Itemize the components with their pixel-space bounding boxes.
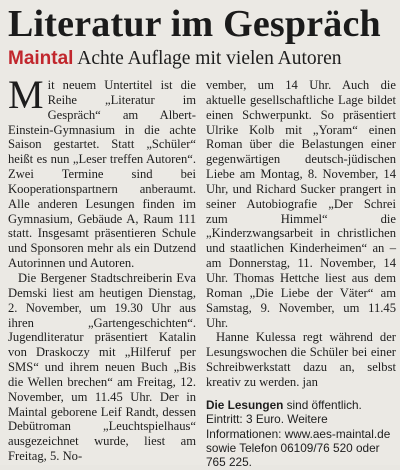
info-box: [206, 398, 396, 470]
paragraph-3: vember, um 14 Uhr. Auch die aktuelle gesellschaftliche Lage bildet einen Schwerpunkt. So präsentiert Ulrike Kolb mit „Yoram“ einen Roman über die Belastungen einer gegenwärtigen deutsch-jüdischen Liebe am Montag, 8. November, 14 Uhr, und Richard Sucker prangert in seiner Autobiografie „Der Schrei zum Himmel“ die „Kinderzwangsarbeit in christlichen und staatlichen Kinderheimen“ an – am Donnerstag, 11. November, 14 Uhr. Thomas Hettche liest aus dem Roman „Die Liebe der Väter“ am Samstag, 9. November, um 11.45 Uhr.: [206, 78, 396, 330]
paragraph-4: Hanne Kulessa regt während der Lesungswochen die Schüler bei einer Schreibwerkstatt dazu an, selbst kreativ zu werden. jan: [206, 330, 396, 389]
subtitle: Achte Auflage mit vielen Autoren: [77, 48, 342, 69]
info-text: sind öffentlich. Eintritt: 3 Euro. Weitere Informationen: www.aes-maintal.de sowie Telefon 06109/76 520 oder 765 225.: [206, 397, 391, 470]
paragraph-2: Die Bergener Stadtschreiberin Eva Demski liest am heutigen Dienstag, 2. November, um 19.30 Uhr aus ihren „Gartengeschichten“. Jugendliteratur präsentiert Katalin von Draskoczy mit „Hilferuf per SMS“ und ihrem neuen Buch „Bis die Wellen brechen“ am Freitag, 12. November, um 11.45 Uhr. Der in Maintal geborene Leif Randt, dessen Debütroman „Leuchtspielhaus“ ausgezeichnet wurde, liest am Freitag, 5. No-: [8, 270, 196, 464]
headline: Literatur im Gespräch: [8, 3, 381, 45]
paragraph-1: [8, 72, 196, 271]
subheadline: [8, 48, 392, 70]
info-lead: Die Lesungen: [206, 397, 284, 412]
right-column: [206, 78, 396, 470]
paragraph-1-text: it neuem Untertitel ist die Reihe „Literatur im Gespräch“ am Albert-Einstein-Gymnasium in die achte Saison gestartet. Statt „Schüler“ heißt es nun „Leser treffen Autoren“. Zwei Termine sind bei Kooperationspartnern anberaumt. Alle anderen Lesungen finden im Gymnasium, Gebäude A, Raum 111 statt. Insgesamt präsentieren Schule und Sponsoren mehr als ein Dutzend Autorinnen und Autoren.: [8, 78, 196, 271]
left-column: [8, 72, 196, 464]
drop-cap: M: [8, 72, 44, 117]
location-kicker: Maintal: [8, 48, 74, 69]
